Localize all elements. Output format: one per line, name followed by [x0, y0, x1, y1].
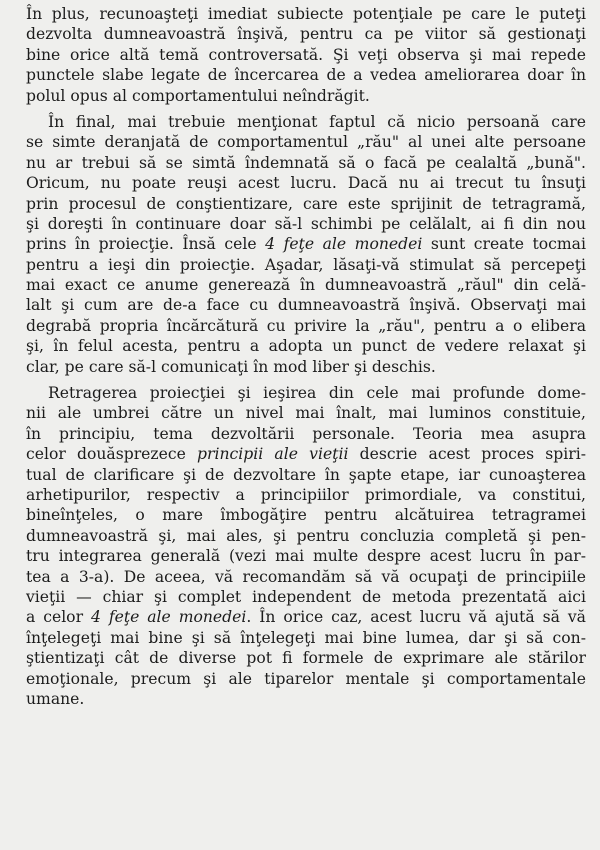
text-line: În final, mai trebuie menţionat faptul că nicio persoană care [48, 112, 586, 131]
text-line: vieţii — chiar şi complet independent de metoda prezentată aici [26, 587, 586, 606]
paragraph-3 [26, 383, 586, 709]
text-line: se simte deranjată de comportamentul „rău" al unei alte persoane [26, 133, 586, 152]
text-line: bine orice altă temă controversată. Şi veţi observa şi mai repede [26, 45, 586, 64]
text-run: descrie acest proces spiri- [348, 445, 586, 464]
text-line: înţelegeţi mai bine şi să înţelegeţi mai bine lumea, dar şi să con- [26, 628, 586, 647]
paragraph-1 [26, 4, 586, 106]
text-line: prin procesul de conştientizare, care este sprijinit de tetragramă, [26, 194, 586, 213]
text-run: a celor [26, 608, 91, 627]
text-line: În plus, recunoaşteţi imediat subiecte potenţiale pe care le puteţi [26, 5, 586, 23]
text-run: prins în proiecţie. Însă cele [26, 235, 266, 254]
text-run: sunt create tocmai [422, 235, 586, 254]
text-run: celor douăsprezece [26, 445, 198, 464]
text-line: tual de clarificare şi de dezvoltare în şapte etape, iar cunoaşterea [26, 465, 586, 484]
text-line: dezvolta dumneavoastră înşivă, pentru ca pe viitor să gestionaţi [26, 25, 586, 44]
paragraph-2 [26, 112, 586, 377]
text-line: emoţionale, precum şi ale tiparelor mentale şi comportamentale [26, 669, 586, 688]
text-line: degrabă propria încărcătură cu privire la „rău", pentru a o elibera [26, 316, 586, 335]
italic-title: 4 feţe ale monedei [90, 608, 247, 627]
text-line: şi doreşti în continuare doar să-l schimbi pe celălalt, ai fi din nou [26, 214, 586, 233]
text-line: mai exact ce anume generează în dumneavoastră „răul" din celă- [26, 276, 586, 295]
text-line [26, 607, 586, 627]
text-line: nii ale umbrei către un nivel mai înalt, mai luminos constituie, [26, 404, 586, 423]
text-line: în principiu, tema dezvoltării personale. Teoria mea asupra [26, 424, 586, 443]
text-line: punctele slabe legate de încercarea de a vedea ameliorarea doar în [26, 66, 586, 85]
italic-title: 4 feţe ale monedei [265, 235, 423, 254]
text-line [26, 234, 586, 254]
text-line: umane. [26, 689, 85, 708]
text-line: ştientizaţi cât de diverse pot fi formele de exprimare ale stărilor [26, 649, 586, 668]
text-line: nu ar trebui să se simtă îndemnată să o facă pe cealaltă „bună". [26, 153, 586, 172]
text-line: bineînţeles, o mare îmbogăţire pentru alcătuirea tetragramei [26, 506, 586, 525]
text-line: Oricum, nu poate reuşi acest lucru. Dacă nu ai trecut tu însuţi [26, 174, 586, 193]
text-line: Retragerea proiecţiei şi ieşirea din cele mai profunde dome- [48, 384, 586, 403]
book-page [26, 4, 586, 846]
text-line: tea a 3-a). De aceea, vă recomandăm să vă ocupaţi de principiile [26, 567, 586, 586]
text-line: dumneavoastră şi, mai ales, şi pentru concluzia completă şi pen- [26, 526, 586, 545]
text-line: şi, în felul acesta, pentru a adopta un punct de vedere relaxat şi [26, 337, 586, 356]
italic-title: principii ale vieţii [197, 445, 349, 464]
text-line: polul opus al comportamentului neîndrăgit. [26, 86, 370, 105]
text-run: . În orice caz, acest lucru vă ajută să vă [246, 608, 586, 627]
text-line: tru integrarea generală (vezi mai multe despre acest lucru în par- [26, 547, 586, 566]
text-line: pentru a ieşi din proiecţie. Aşadar, lăsaţi-vă stimulat să percepeţi [26, 255, 586, 274]
text-line: lalt şi cum are de-a face cu dumneavoastră înşivă. Observaţi mai [26, 296, 586, 315]
text-line [26, 444, 586, 464]
text-line: arhetipurilor, respectiv a principiilor primordiale, va constitui, [26, 485, 586, 504]
text-line: clar, pe care să-l comunicaţi în mod liber şi deschis. [26, 357, 436, 376]
